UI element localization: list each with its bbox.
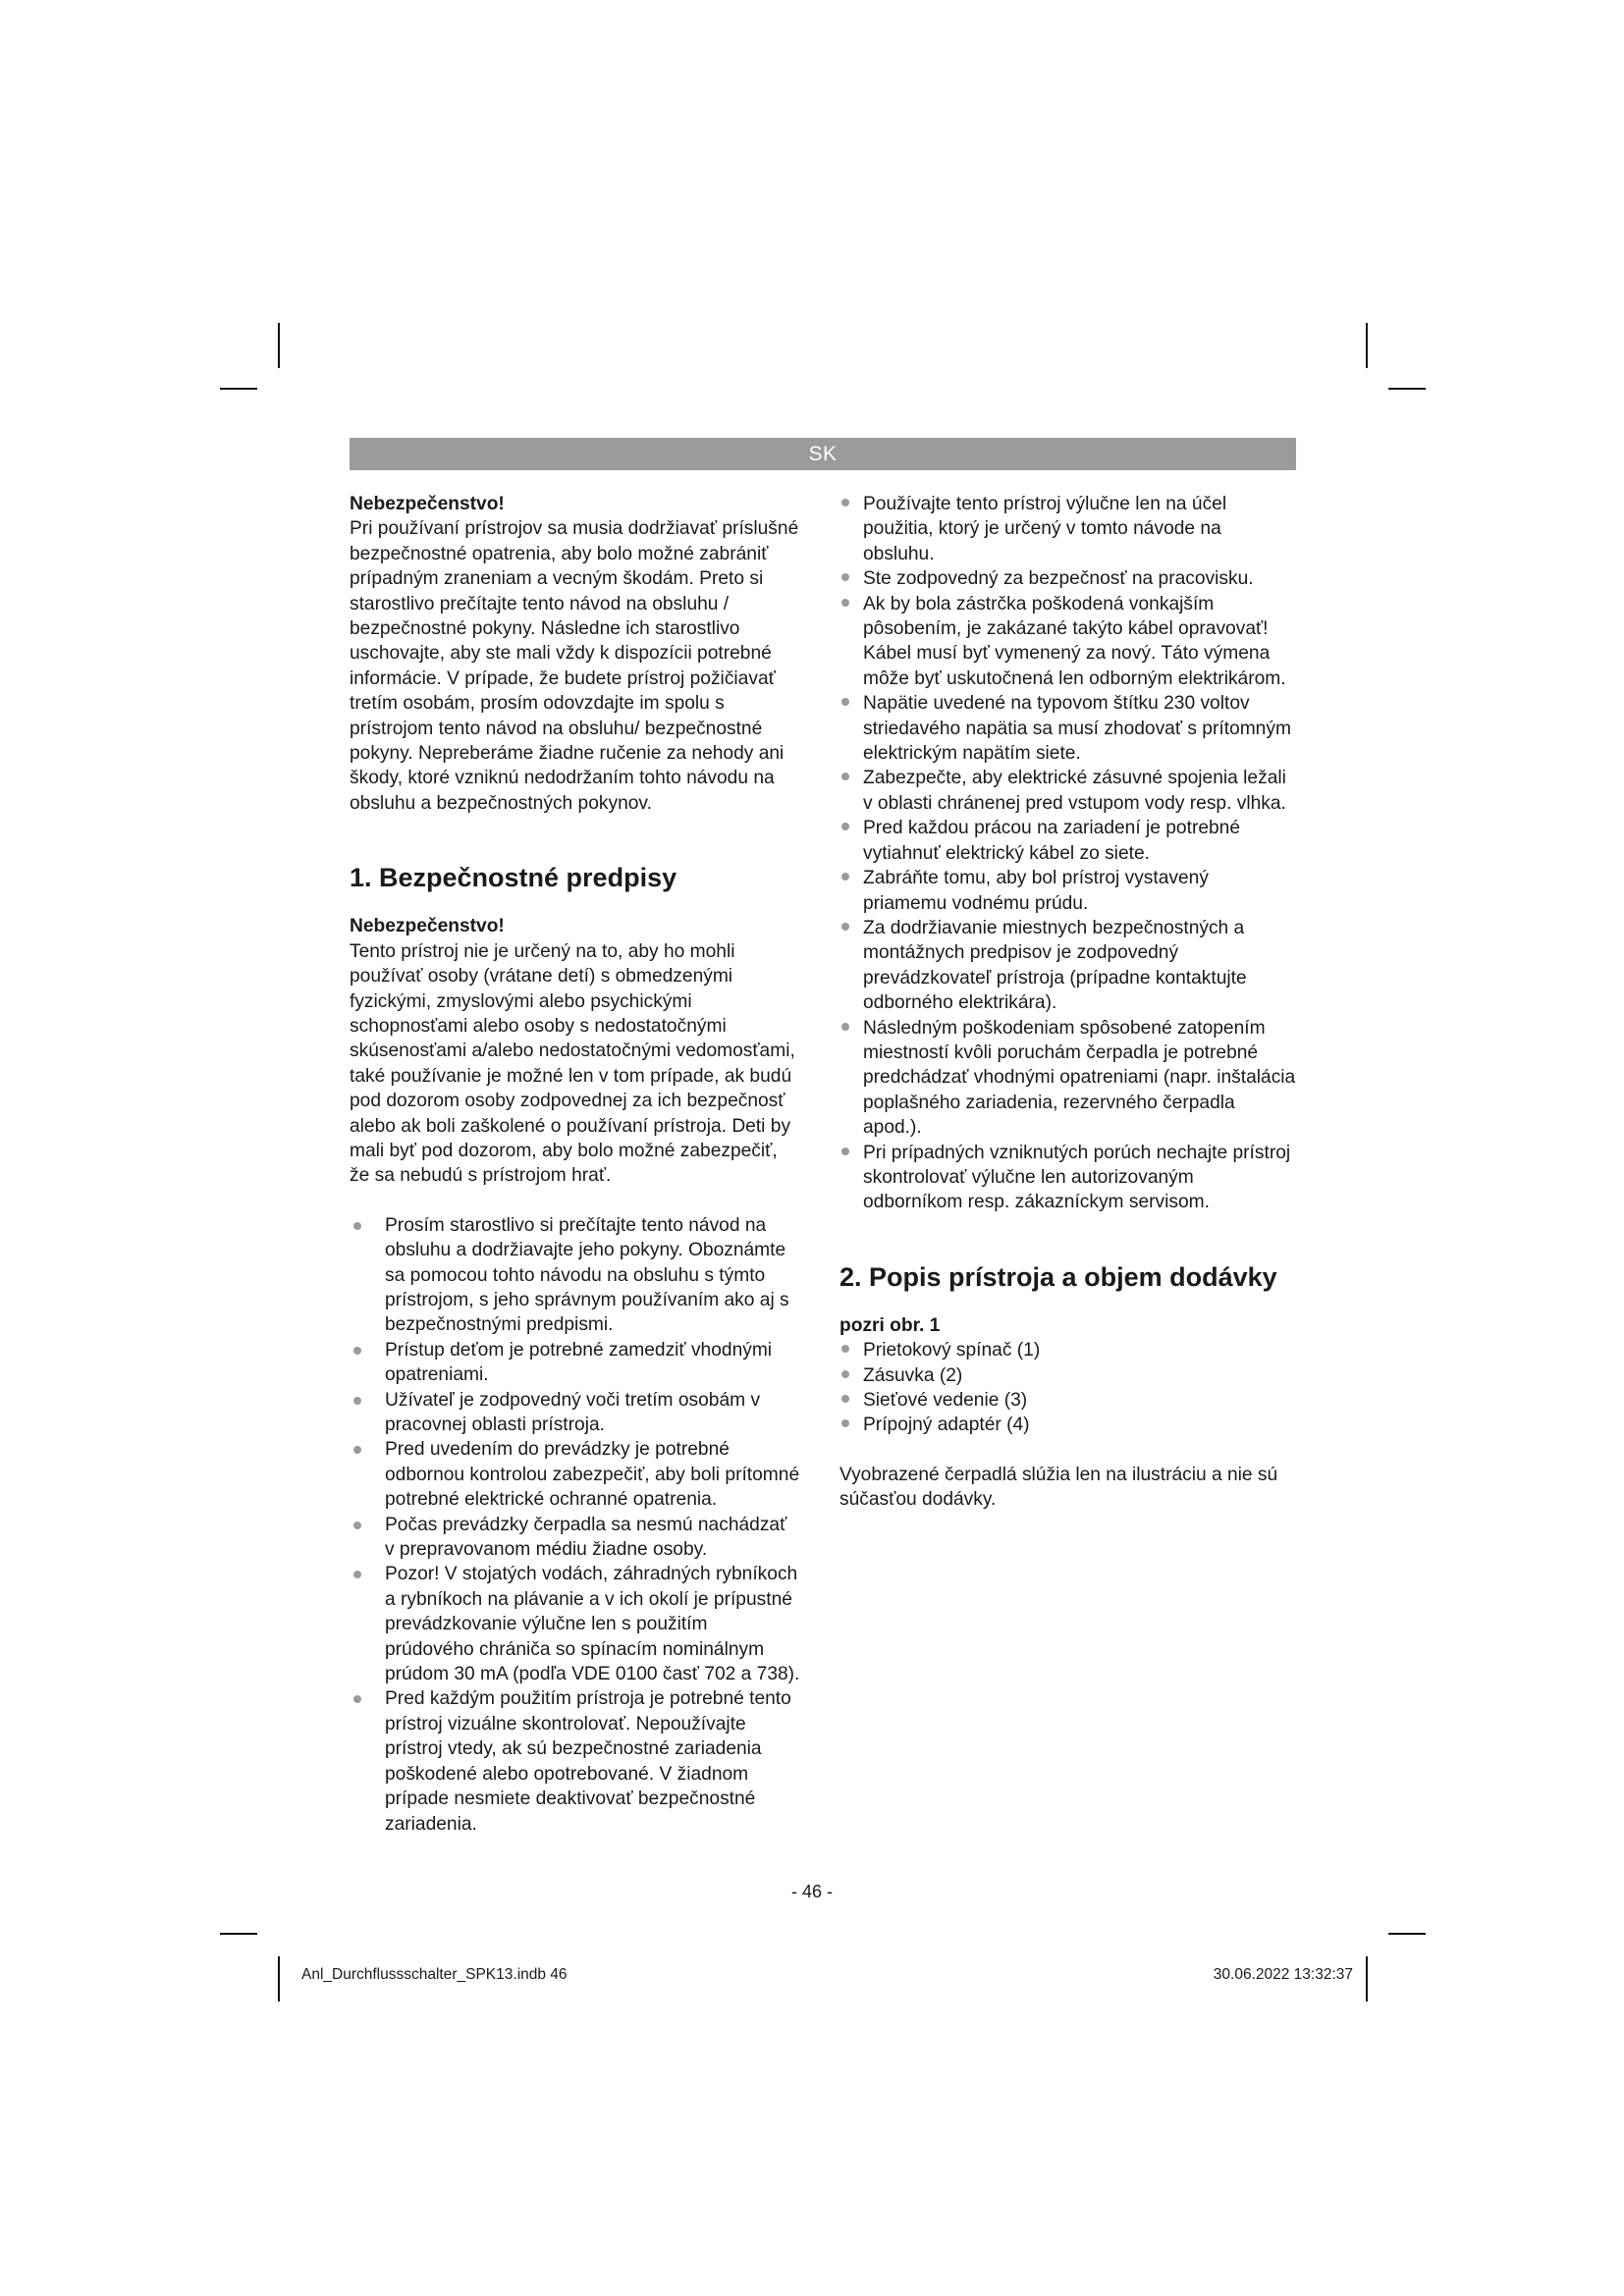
section-1-paragraph: Tento prístroj nie je určený na to, aby ho mohli používať osoby (vrátane detí) s obmedzenými fyzickými, zmyslovými alebo psychickými schopnosťami alebo osoby s nedostatočnými skúsenosťami a/alebo nedostatočnými vedomosťami, také používanie je možné len v tom prípade, ak budú pod dozorom osoby zodpovednej za ich bezpečnosť alebo ak boli zaškolené o používaní prístroja. Deti by mali byť pod dozorom, aby bolo možné zabezpečiť, že sa nebudú s prístrojom hrať. bbox=[350, 940, 795, 1187]
crop-mark bbox=[1388, 388, 1426, 390]
list-item: Pred každým použitím prístroja je potrebné tento prístroj vizuálne skontrolovať. Nepoužívajte prístroj vtedy, ak sú bezpečnostné zariadenia poškodené alebo opotrebované. V žiadnom prípade nesmiete deaktivovať bezpečnostné zariadenia. bbox=[350, 1686, 801, 1836]
page-number: - 46 - bbox=[790, 1882, 833, 1901]
right-column bbox=[839, 492, 1296, 1513]
list-item: Následným poškodeniam spôsobené zatopením miestností kvôli poruchám čerpadla je potrebné predchádzať vhodnými opatreniami (napr. inštalácia poplašného zariadenia, rezervného čerpadla apod.). bbox=[839, 1016, 1296, 1141]
list-item: Napätie uvedené na typovom štítku 230 voltov striedavého napätia sa musí zhodovať s prítomným elektrickým napätím siete. bbox=[839, 691, 1296, 766]
crop-mark bbox=[278, 323, 280, 368]
crop-mark bbox=[1366, 323, 1368, 368]
crop-mark bbox=[220, 388, 257, 390]
list-item: Sieťové vedenie (3) bbox=[839, 1388, 1296, 1413]
crop-mark bbox=[220, 1933, 257, 1935]
list-item: Prístup deťom je potrebné zamedziť vhodnými opatreniami. bbox=[350, 1338, 801, 1388]
crop-mark bbox=[278, 1956, 280, 2002]
footer-datetime: 30.06.2022 13:32:37 bbox=[1213, 1966, 1353, 1983]
list-item: Zabezpečte, aby elektrické zásuvné spojenia ležali v oblasti chránenej pred vstupom vody resp. vlhka. bbox=[839, 766, 1296, 816]
list-item: Pozor! V stojatých vodách, záhradných rybníkoch a rybníkoch na plávanie a v ich okolí je prípustné prevádzkovanie výlučne len s použitím prúdového chrániča so spínacím nominálnym prúdom 30 mA (podľa VDE 0100 časť 702 a 738). bbox=[350, 1562, 801, 1686]
section-2-title: 2. Popis prístroja a objem dodávky bbox=[839, 1261, 1277, 1292]
safety-list-continued bbox=[839, 492, 1296, 1215]
danger-label: Nebezpečenstvo! bbox=[350, 494, 505, 514]
list-item: Pred uvedením do prevádzky je potrebné odbornou kontrolou zabezpečiť, aby boli prítomné potrebné elektrické ochranné opatrenia. bbox=[350, 1437, 801, 1512]
list-item: Prietokový spínač (1) bbox=[839, 1338, 1296, 1362]
list-item: Prípojný adaptér (4) bbox=[839, 1413, 1296, 1437]
crop-mark bbox=[1388, 1933, 1426, 1935]
list-item: Počas prevádzky čerpadla sa nesmú nachádzať v prepravovanom médiu žiadne osoby. bbox=[350, 1513, 801, 1563]
list-item: Užívateľ je zodpovedný voči tretím osobám v pracovnej oblasti prístroja. bbox=[350, 1388, 801, 1438]
list-item: Prosím starostlivo si prečítajte tento návod na obsluhu a dodržiavajte jeho pokyny. Oboznámte sa pomocou tohto návodu na obsluhu s týmto prístrojom, s jeho správnym používaním ako aj s bezpečnostnými predpismi. bbox=[350, 1213, 801, 1338]
illustration-note: Vyobrazené čerpadlá slúžia len na ilustráciu a nie sú súčasťou dodávky. bbox=[839, 1464, 1278, 1511]
delivery-list bbox=[839, 1338, 1296, 1438]
figure-reference: pozri obr. 1 bbox=[839, 1314, 941, 1336]
left-column bbox=[350, 492, 801, 1837]
safety-list bbox=[350, 1213, 801, 1837]
list-item: Pri prípadných vzniknutých porúch nechajte prístroj skontrolovať výlučne len autorizovaným odborníkom resp. zákazníckym servisom. bbox=[839, 1141, 1296, 1215]
list-item: Ste zodpovedný za bezpečnosť na pracovisku. bbox=[839, 566, 1296, 591]
danger-label: Nebezpečenstvo! bbox=[350, 916, 505, 937]
list-item: Zásuvka (2) bbox=[839, 1363, 1296, 1388]
list-item: Pred každou prácou na zariadení je potrebné vytiahnuť elektrický kábel zo siete. bbox=[839, 816, 1296, 866]
footer-filename: Anl_Durchflussschalter_SPK13.indb 46 bbox=[301, 1966, 568, 1983]
list-item: Používajte tento prístroj výlučne len na účel použitia, ktorý je určený v tomto návode na obsluhu. bbox=[839, 492, 1296, 566]
language-bar: SK bbox=[350, 438, 1296, 470]
list-item: Za dodržiavanie miestnych bezpečnostných a montážnych predpisov je zodpovedný prevádzkovateľ prístroja (prípadne kontaktujte odborného elektrikára). bbox=[839, 916, 1296, 1016]
crop-mark bbox=[1366, 1956, 1368, 2002]
list-item: Ak by bola zástrčka poškodená vonkajším pôsobením, je zakázané takýto kábel opravovať! Kábel musí byť vymenený za nový. Táto výmena môže byť uskutočnená len odborným elektrikárom. bbox=[839, 592, 1296, 692]
list-item: Zabráňte tomu, aby bol prístroj vystavený priamemu vodnému prúdu. bbox=[839, 866, 1296, 916]
intro-paragraph: Pri používaní prístrojov sa musia dodržiavať príslušné bezpečnostné opatrenia, aby bolo možné zabrániť prípadným zraneniam a vecným škodám. Preto si starostlivo prečítajte tento návod na obsluhu / bezpečnostné pokyny. Následne ich starostlivo uschovajte, aby ste mali vždy k dispozícii potrebné informácie. V prípade, že budete prístroj požičiavať tretím osobám, prosím odovzdajte im spolu s prístrojom tento návod na obsluhu/ bezpečnostné pokyny. Nepreberáme žiadne ručenie za nehody ani škody, ktoré vzniknú nedodržaním tohto návodu na obsluhu a bezpečnostných pokynov. bbox=[350, 518, 799, 814]
section-1-title: 1. Bezpečnostné predpisy bbox=[350, 863, 677, 893]
